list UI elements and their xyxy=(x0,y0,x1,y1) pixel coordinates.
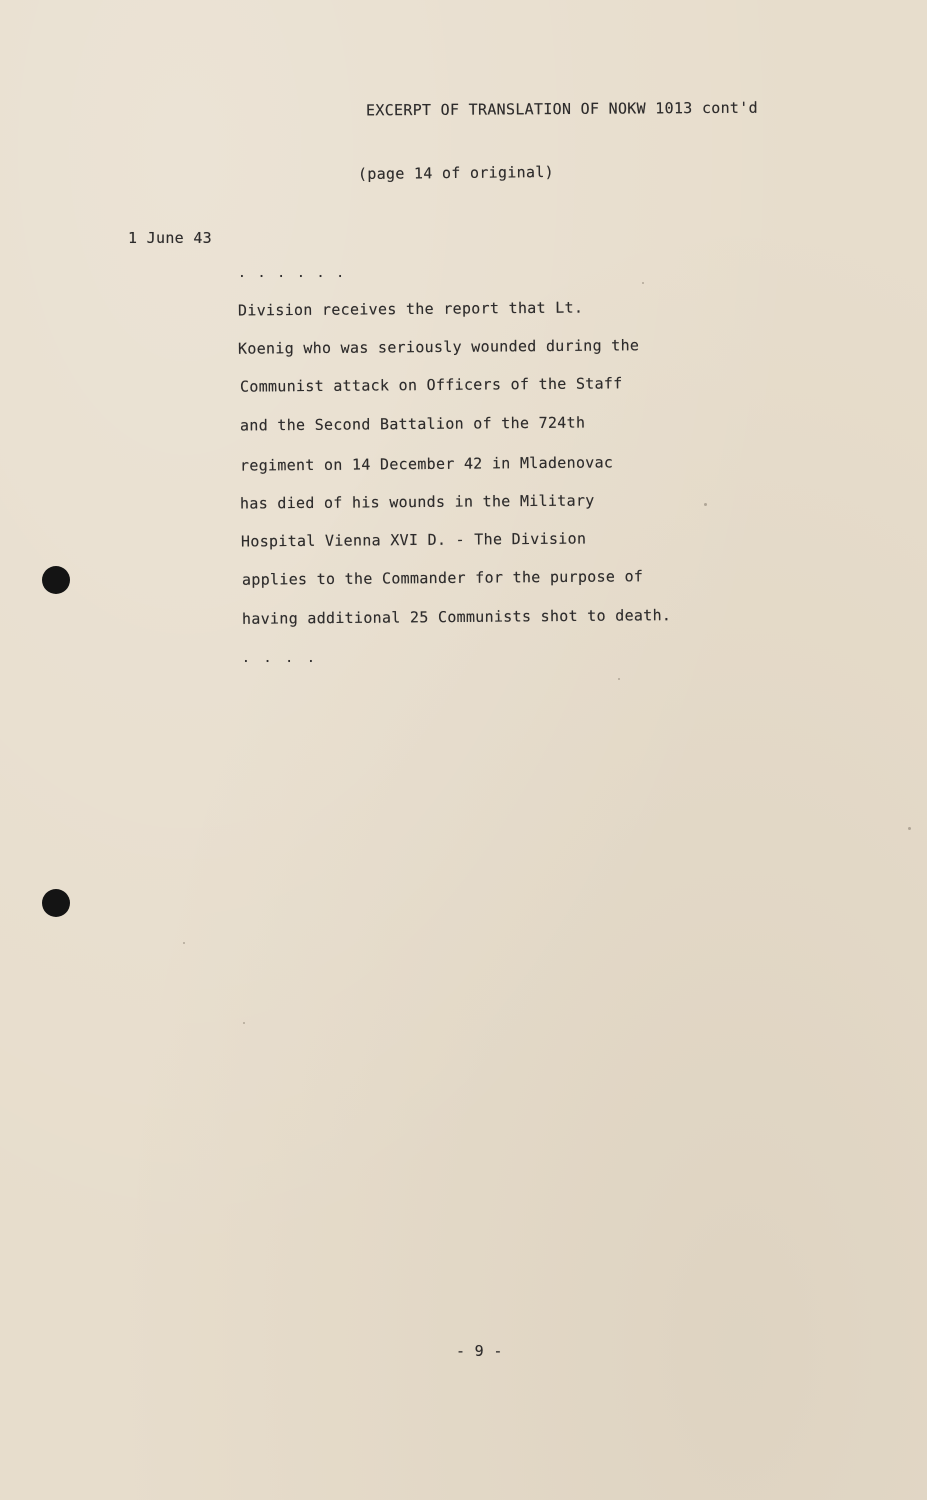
ellipsis-top: . . . . . . xyxy=(238,266,347,281)
body-line-2: Koenig who was seriously wounded during the xyxy=(237,336,640,358)
body-line-6: has died of his wounds in the Military xyxy=(239,491,595,513)
paper-speck xyxy=(618,678,620,680)
paper-speck xyxy=(704,503,707,506)
body-line-7: Hospital Vienna XVI D. - The Division xyxy=(240,529,587,551)
body-line-3: Communist attack on Officers of the Staff xyxy=(239,374,623,396)
paper-speck xyxy=(908,827,911,830)
page-number: - 9 - xyxy=(456,1342,503,1360)
body-line-5: regiment on 14 December 42 in Mladenovac xyxy=(239,453,614,475)
punch-hole-bottom xyxy=(42,889,70,917)
paper-speck xyxy=(183,942,185,944)
paper-speck xyxy=(642,282,644,284)
body-line-9: having additional 25 Communists shot to death. xyxy=(241,606,672,628)
ellipsis-bottom: . . . . xyxy=(242,651,318,666)
body-line-1: Division receives the report that Lt. xyxy=(237,298,584,320)
entry-date: 1 June 43 xyxy=(128,229,212,247)
document-header: EXCERPT OF TRANSLATION OF NOKW 1013 cont'd xyxy=(365,98,758,120)
punch-hole-top xyxy=(42,566,70,594)
body-line-8: applies to the Commander for the purpose of xyxy=(241,567,644,589)
page-reference: (page 14 of original) xyxy=(357,162,555,184)
paper-speck xyxy=(243,1022,245,1024)
body-line-4: and the Second Battalion of the 724th xyxy=(239,413,586,435)
